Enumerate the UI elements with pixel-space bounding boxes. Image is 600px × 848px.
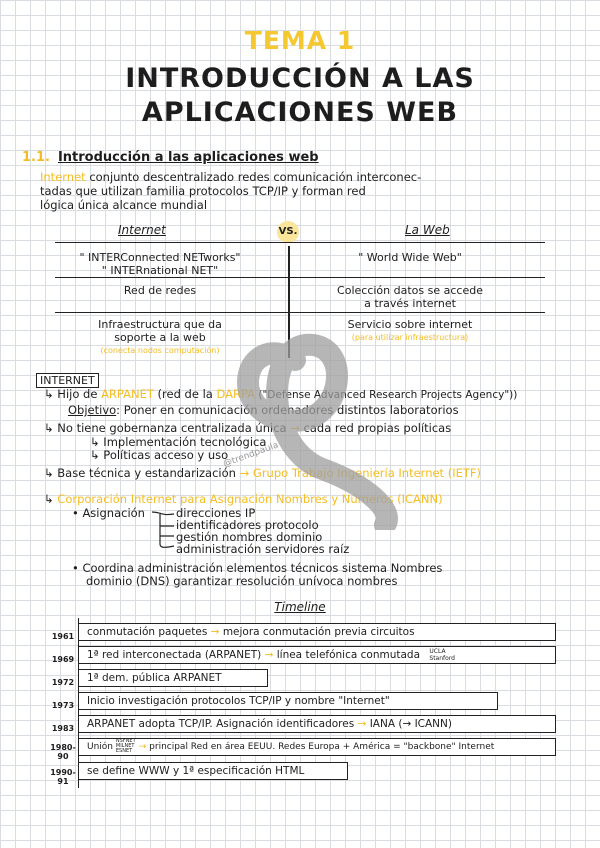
compare-right-header: La Web — [405, 223, 450, 237]
cell-text: " INTERConnected NETworks" — [79, 251, 241, 264]
compare-row-1-left — [50, 251, 270, 277]
arrow-icon: → — [239, 466, 253, 480]
cell-text: " INTERnational NET" — [101, 264, 219, 277]
table-header-rule — [55, 242, 545, 243]
title-line-1: INTRODUCCIÓN A LAS — [125, 63, 475, 94]
section-number: 1.1. — [22, 150, 50, 165]
return-arrow-icon: ↳ — [44, 421, 58, 435]
sub-item-text: Implementación tecnológica — [103, 435, 267, 449]
cell-text: Servicio sobre internet — [347, 318, 473, 331]
definition-keyword: Internet — [40, 170, 86, 184]
coordinate-note-2: dominio (DNS) garantizar resolución unívoca nombres — [86, 574, 398, 588]
timeline-entry — [78, 692, 498, 710]
cell-text: a través internet — [364, 297, 456, 310]
note-highlight: DARPA — [216, 387, 256, 401]
note-highlight: Corporación Internet para Asignación Nombres y Números (ICANN) — [57, 492, 443, 506]
note-highlight: ARPANET — [101, 387, 154, 401]
note-text: (red de la — [153, 387, 217, 401]
entry-text: línea telefónica conmutada — [276, 649, 421, 661]
assignment-item: administración servidores raíz — [176, 542, 350, 556]
watermark-text: @trendpaula — [222, 440, 280, 470]
entry-note: NSFNET MILNET ESNET — [115, 738, 136, 754]
note-text: Base técnica y estandarización — [57, 466, 240, 480]
arrow-icon: → — [261, 649, 277, 661]
internet-definition — [40, 170, 580, 212]
table-row-rule — [55, 277, 545, 278]
objective-text: : Poner en comunicación ordenadores distintos laboratorios — [116, 403, 459, 417]
return-arrow-icon: ↳ — [44, 466, 58, 480]
compare-row-1-right — [300, 251, 520, 264]
cell-note: (conecta nodos computación) — [100, 346, 220, 355]
compare-row-2-left — [50, 284, 270, 297]
timeline-year: 1983 — [51, 724, 75, 733]
tema-heading: TEMA 1 — [244, 26, 356, 55]
entry-text: mejora conmutación previa circuitos — [222, 626, 415, 638]
entry-text: 1ª red interconectada (ARPANET) — [87, 649, 262, 661]
timeline-entry — [78, 762, 348, 780]
timeline-entry — [78, 738, 556, 756]
compare-left-header: Internet — [118, 223, 166, 237]
note-text: No tiene gobernanza centralizada única — [57, 421, 287, 435]
return-arrow-icon: ↳ — [44, 492, 58, 506]
timeline-year: 1980-90 — [50, 743, 76, 761]
assignment-item: identificadores protocolo — [176, 518, 319, 532]
entry-text: Unión — [87, 742, 114, 752]
entry-text: se define WWW y 1ª especificación HTML — [87, 765, 305, 777]
note-text: cada red propias políticas — [303, 421, 452, 435]
entry-text: 1ª dem. pública ARPANET — [87, 672, 222, 684]
definition-line-1: conjunto descentralizado redes comunicación interconec- — [85, 170, 422, 184]
timeline-year: 1990-91 — [50, 768, 76, 786]
coordinate-note-1: • Coordina administración elementos técnicos sistema Nombres — [72, 561, 443, 575]
cell-text: Infraestructura que da — [98, 318, 222, 331]
title-line-2: APLICACIONES WEB — [141, 97, 459, 128]
timeline-year: 1969 — [51, 655, 75, 664]
timeline-title: Timeline — [274, 600, 326, 614]
timeline-year: 1961 — [51, 632, 75, 641]
sub-item-text: Políticas acceso y uso — [103, 448, 229, 462]
section-title: Introducción a las aplicaciones web — [57, 150, 319, 165]
return-arrow-icon: ↳ — [90, 448, 104, 462]
definition-line-3: lógica única alcance mundial — [40, 198, 208, 212]
timeline-entry — [78, 715, 556, 733]
page-title — [0, 62, 600, 130]
cell-text: soporte a la web — [114, 331, 206, 344]
watermark-swirl-icon — [205, 300, 405, 530]
note-text: Hijo de — [57, 387, 102, 401]
internet-label: INTERNET — [36, 373, 99, 388]
timeline-entry — [78, 646, 556, 664]
entry-text: ARPANET adopta TCP/IP. Asignación identificadores — [87, 718, 355, 730]
timeline-entry — [78, 669, 268, 687]
arrow-icon: → — [207, 626, 223, 638]
assignment-item: direcciones IP — [176, 506, 256, 520]
entry-text: conmutación paquetes — [87, 626, 208, 638]
entry-text: IANA (→ ICANN) — [369, 718, 452, 730]
cell-text: " World Wide Web" — [358, 251, 462, 264]
assignment-item: gestión nombres dominio — [176, 530, 323, 544]
return-arrow-icon: ↳ — [44, 387, 58, 401]
cell-text: Colección datos se accede — [337, 284, 483, 297]
entry-note: UCLA Stanford — [429, 648, 455, 662]
timeline-year: 1973 — [51, 701, 75, 710]
arrow-icon: → — [286, 421, 304, 435]
section-heading — [22, 150, 319, 165]
assignment-label: • Asignación — [72, 506, 145, 520]
entry-text: Inicio investigación protocolos TCP/IP y nombre "Internet" — [87, 695, 390, 707]
definition-line-2: tadas que utilizan familia protocolos TCP/IP y forman red — [40, 184, 366, 198]
note-text: ("Defense Advanced Research Projects Agency")) — [255, 389, 518, 401]
entry-text: principal Red en área EEUU. Redes Europa + América = "backbone" Internet — [149, 742, 495, 752]
note-highlight: Grupo Trabajo Ingeniería Internet (IETF) — [252, 466, 481, 480]
vs-badge: VS. — [277, 221, 299, 243]
objective-label: Objetivo — [68, 403, 117, 417]
return-arrow-icon: ↳ — [90, 435, 104, 449]
arrow-icon: → — [354, 718, 370, 730]
timeline-year: 1972 — [51, 678, 75, 687]
timeline-entry — [78, 623, 556, 641]
arrow-icon: → — [135, 742, 150, 752]
cell-note: (para utilizar infraestructura) — [351, 333, 469, 342]
cell-text: Red de redes — [123, 284, 197, 297]
